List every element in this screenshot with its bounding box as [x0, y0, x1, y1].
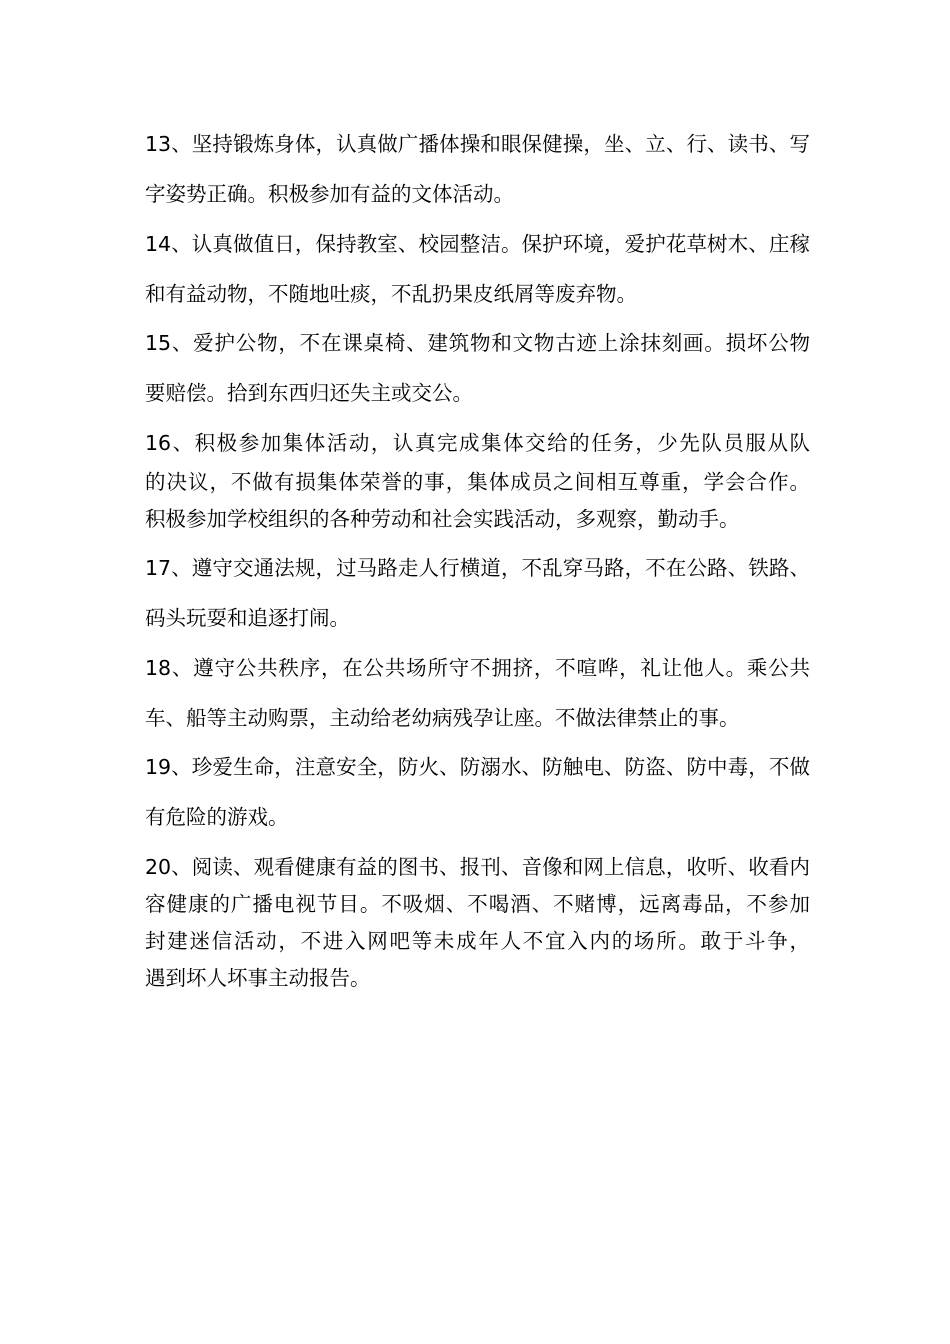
rule-13-line-1: 13、坚持锻炼身体，认真做广播体操和眼保健操，坐、立、行、读书、写	[145, 132, 810, 156]
rule-15-line-2: 要赔偿。拾到东西归还失主或交公。	[145, 381, 473, 405]
rule-20-line-2: 容健康的广播电视节目。不吸烟、不喝酒、不赌博，远离毒品，不参加	[145, 892, 810, 916]
rule-16-line-3: 积极参加学校组织的各种劳动和社会实践活动，多观察，勤动手。	[145, 507, 740, 531]
rule-16-line-2: 的决议，不做有损集体荣誉的事，集体成员之间相互尊重，学会合作。	[145, 470, 810, 494]
rule-13-line-2: 字姿势正确。积极参加有益的文体活动。	[145, 182, 514, 206]
rule-16-line-1: 16、积极参加集体活动，认真完成集体交给的任务，少先队员服从队	[145, 431, 810, 455]
rule-18-line-2: 车、船等主动购票，主动给老幼病残孕让座。不做法律禁止的事。	[145, 706, 740, 730]
rule-17-line-1: 17、遵守交通法规，过马路走人行横道，不乱穿马路，不在公路、铁路、	[145, 556, 810, 580]
rule-19-line-1: 19、珍爱生命，注意安全，防火、防溺水、防触电、防盗、防中毒，不做	[145, 755, 810, 779]
rule-18-line-1: 18、遵守公共秩序，在公共场所守不拥挤，不喧哗，礼让他人。乘公共	[145, 656, 810, 680]
rule-14-line-2: 和有益动物，不随地吐痰，不乱扔果皮纸屑等废弃物。	[145, 282, 637, 306]
rule-20-line-4: 遇到坏人坏事主动报告。	[145, 966, 371, 990]
rule-20-line-1: 20、阅读、观看健康有益的图书、报刊、音像和网上信息，收听、收看内	[145, 855, 810, 879]
rule-19-line-2: 有危险的游戏。	[145, 805, 289, 829]
rule-17-line-2: 码头玩耍和追逐打闹。	[145, 606, 350, 630]
rule-20-line-3: 封建迷信活动，不进入网吧等未成年人不宜入内的场所。敢于斗争，	[145, 929, 810, 953]
rule-14-line-1: 14、认真做值日，保持教室、校园整洁。保护环境，爱护花草树木、庄稼	[145, 232, 810, 256]
rule-15-line-1: 15、爱护公物，不在课桌椅、建筑物和文物古迹上涂抹刻画。损坏公物	[145, 331, 810, 355]
